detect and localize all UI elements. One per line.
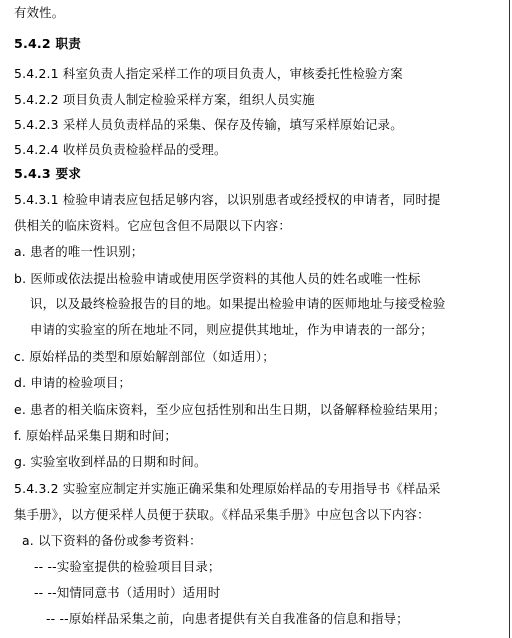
- list-item-b-line3: 申请的实验室的所在地址不同，则应提供其地址，作为申请表的一部分；: [30, 322, 433, 337]
- list-item-g: g. 实验室收到样品的日期和时间。: [14, 454, 207, 469]
- section-heading-requirements: 5.4.3 要求: [14, 166, 82, 181]
- text-line-continuation: 有效性。: [14, 5, 65, 20]
- list-item-c: c. 原始样品的类型和原始解剖部位（如适用）；: [14, 349, 275, 364]
- clause-5-4-3-1-line1: 5.4.3.1 检验申请表应包括足够内容，以识别患者或经授权的申请者，同时提: [14, 192, 441, 207]
- sub-item-a: a. 以下资料的备份或参考资料：: [22, 533, 202, 548]
- section-heading-duties: 5.4.2 职责: [14, 36, 82, 51]
- list-item-e: e. 患者的相关临床资料，至少应包括性别和出生日期，以备解释检验结果用；: [14, 402, 446, 417]
- clause-5-4-2-4: 5.4.2.4 收样员负责检验样品的受理。: [14, 142, 227, 157]
- clause-5-4-2-1: 5.4.2.1 科室负责人指定采样工作的项目负责人，审核委托性检验方案: [14, 66, 403, 81]
- dash-item-consent: -- --知情同意书（适用时）适用时: [34, 585, 221, 600]
- clause-5-4-3-2-line1: 5.4.3.2 实验室应制定并实施正确采集和处理原始样品的专用指导书《样品采: [14, 481, 441, 496]
- list-item-d: d. 申请的检验项目；: [14, 375, 132, 390]
- list-item-b-line1: b. 医师或依法提出检验申请或使用医学资料的其他人员的姓名或唯一性标: [14, 271, 421, 286]
- dash-item-patient-prep: -- --原始样品采集之前，向患者提供有关自我准备的信息和指导；: [46, 611, 409, 626]
- list-item-b-line2: 识，以及最终检验报告的目的地。如果提出检验申请的医师地址与接受检验: [30, 296, 446, 311]
- list-item-a: a. 患者的唯一性识别；: [14, 244, 144, 259]
- page-edge-rule: [509, 0, 510, 638]
- clause-5-4-3-2-line2: 集手册》，以方便采样人员便于获取。《样品采集手册》中应包含以下内容：: [14, 507, 430, 522]
- clause-5-4-2-3: 5.4.2.3 采样人员负责样品的采集、保存及传输，填写采样原始记录。: [14, 117, 403, 132]
- clause-5-4-3-1-line2: 供相关的临床资料。它应包含但不局限以下内容：: [14, 218, 291, 233]
- dash-item-test-catalog: -- --实验室提供的检验项目目录；: [34, 559, 221, 574]
- clause-5-4-2-2: 5.4.2.2 项目负责人制定检验采样方案，组织人员实施: [14, 92, 315, 107]
- list-item-f: f. 原始样品采集日期和时间；: [14, 428, 178, 443]
